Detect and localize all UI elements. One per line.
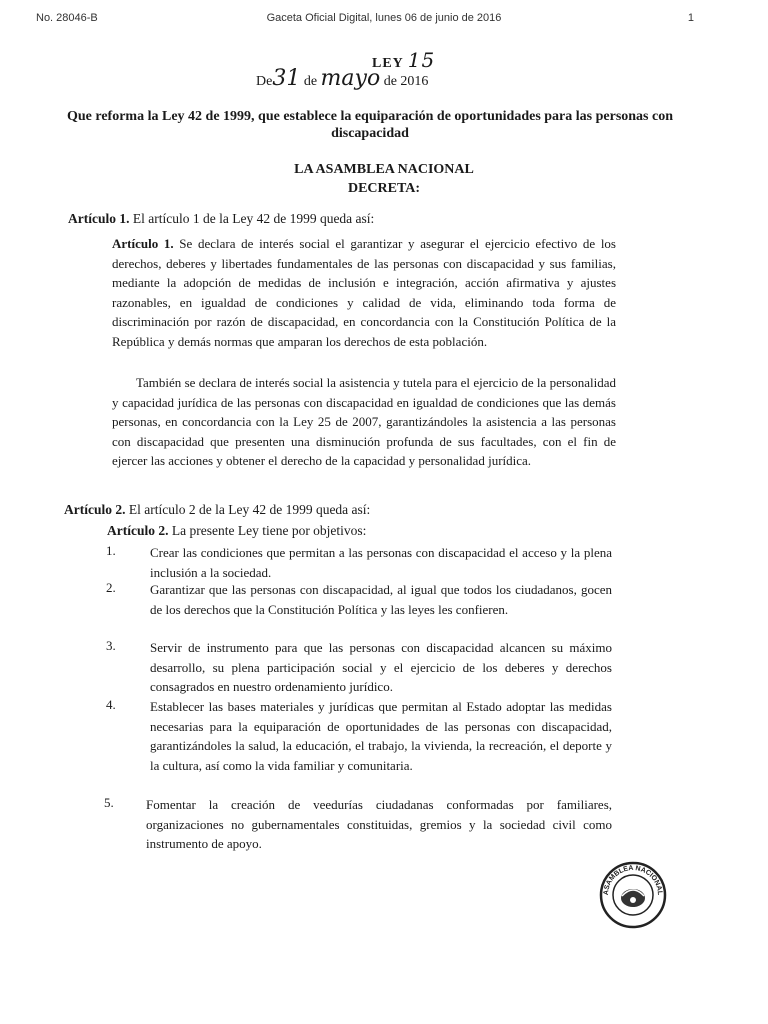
list-item: Crear las condiciones que permitan a las personas con discapacidad el acceso y la plena inclusión a la sociedad. bbox=[150, 545, 612, 580]
law-label: LEY bbox=[372, 56, 404, 71]
article-2-heading: Artículo 2. El artículo 2 de la Ley 42 de 1999 queda así: bbox=[64, 502, 371, 517]
list-item-number: 4. bbox=[106, 697, 116, 712]
date-month-handwritten: mayo bbox=[320, 66, 381, 91]
article-2-inner-heading: Artículo 2. La presente Ley tiene por objetivos: bbox=[107, 523, 367, 538]
article-1-paragraph-1: Artículo 1. Se declara de interés social el garantizar y asegurar el ejercicio efectivo de los derechos, deberes y libertades fundamentales de las personas con discapacidad y sus familias, mediante la adopción de medidas de inclusión e integración, acción afirmativa y ajustes razonables, en igualdad de condiciones y calidad de vida, eliminando toda forma de discriminación por razón de discapacidad, en concordancia con la Constitución Política de la República y demás normas que amparan los derechos de esta población. bbox=[112, 236, 616, 349]
list-item-number: 1. bbox=[106, 543, 116, 558]
decree-word: DECRETA: bbox=[347, 181, 421, 196]
page-number: 1 bbox=[687, 12, 694, 24]
enacting-clause bbox=[0, 160, 768, 198]
law-title: Que reforma la Ley 42 de 1999, que establece la equiparación de oportunidades para las personas con discapacidad bbox=[66, 109, 674, 141]
list-item-number: 5. bbox=[104, 795, 114, 810]
article-1-heading: Artículo 1. El artículo 1 de la Ley 42 de 1999 queda así: bbox=[68, 211, 375, 226]
list-item-number: 3. bbox=[106, 638, 116, 653]
gazette-number: No. 28046-B bbox=[36, 12, 98, 24]
list-item-number: 2. bbox=[106, 580, 116, 595]
assembly-name: LA ASAMBLEA NACIONAL bbox=[294, 162, 474, 177]
list-item: Garantizar que las personas con discapacidad, al igual que todos los ciudadanos, gocen de los derechos que la Constitución Política y las leyes les confieren. bbox=[150, 582, 612, 617]
gazette-title: Gaceta Oficial Digital, lunes 06 de junio de 2016 bbox=[266, 12, 502, 24]
law-number-handwritten: 15 bbox=[407, 48, 436, 72]
list-item: Fomentar la creación de veedurías ciudadanas conformadas por familiares, organizaciones no gubernamentales constituidas, gremios y la sociedad civil como instrumento de apoyo. bbox=[146, 797, 612, 851]
official-seal-icon bbox=[598, 860, 668, 930]
seal-text: ASAMBLEA NACIONAL bbox=[602, 864, 664, 896]
article-1-paragraph-2: También se declara de interés social la asistencia y tutela para el ejercicio de la personalidad y capacidad jurídica de las personas con discapacidad en igualdad de condiciones que las demás personas, en concordancia con la Ley 25 de 2007, garantizándoles la asistencia a las personas con discapacidad que presenten una disminución profunda de sus facultades, con el fin de ejercer las acciones y obtener el derecho de la capacidad y personalidad jurídica. bbox=[112, 375, 616, 469]
list-item: Servir de instrumento para que las personas con discapacidad alcancen su máximo desarrollo, su plena participación social y el ejercicio de los deberes y derechos consagrados en nuestro ordenamiento jurídico. bbox=[150, 640, 612, 694]
law-date: De31 de mayo de 2016 bbox=[256, 66, 429, 91]
list-item: Establecer las bases materiales y jurídicas que permitan al Estado adoptar las medidas necesarias para la equiparación de oportunidades de las personas con discapacidad, garantizándoles la salud, la educación, el trabajo, la vivienda, la recreación, el deporte y la cultura, así como la vida familiar y comunitaria. bbox=[150, 699, 612, 773]
date-day-handwritten: 31 bbox=[272, 66, 301, 91]
